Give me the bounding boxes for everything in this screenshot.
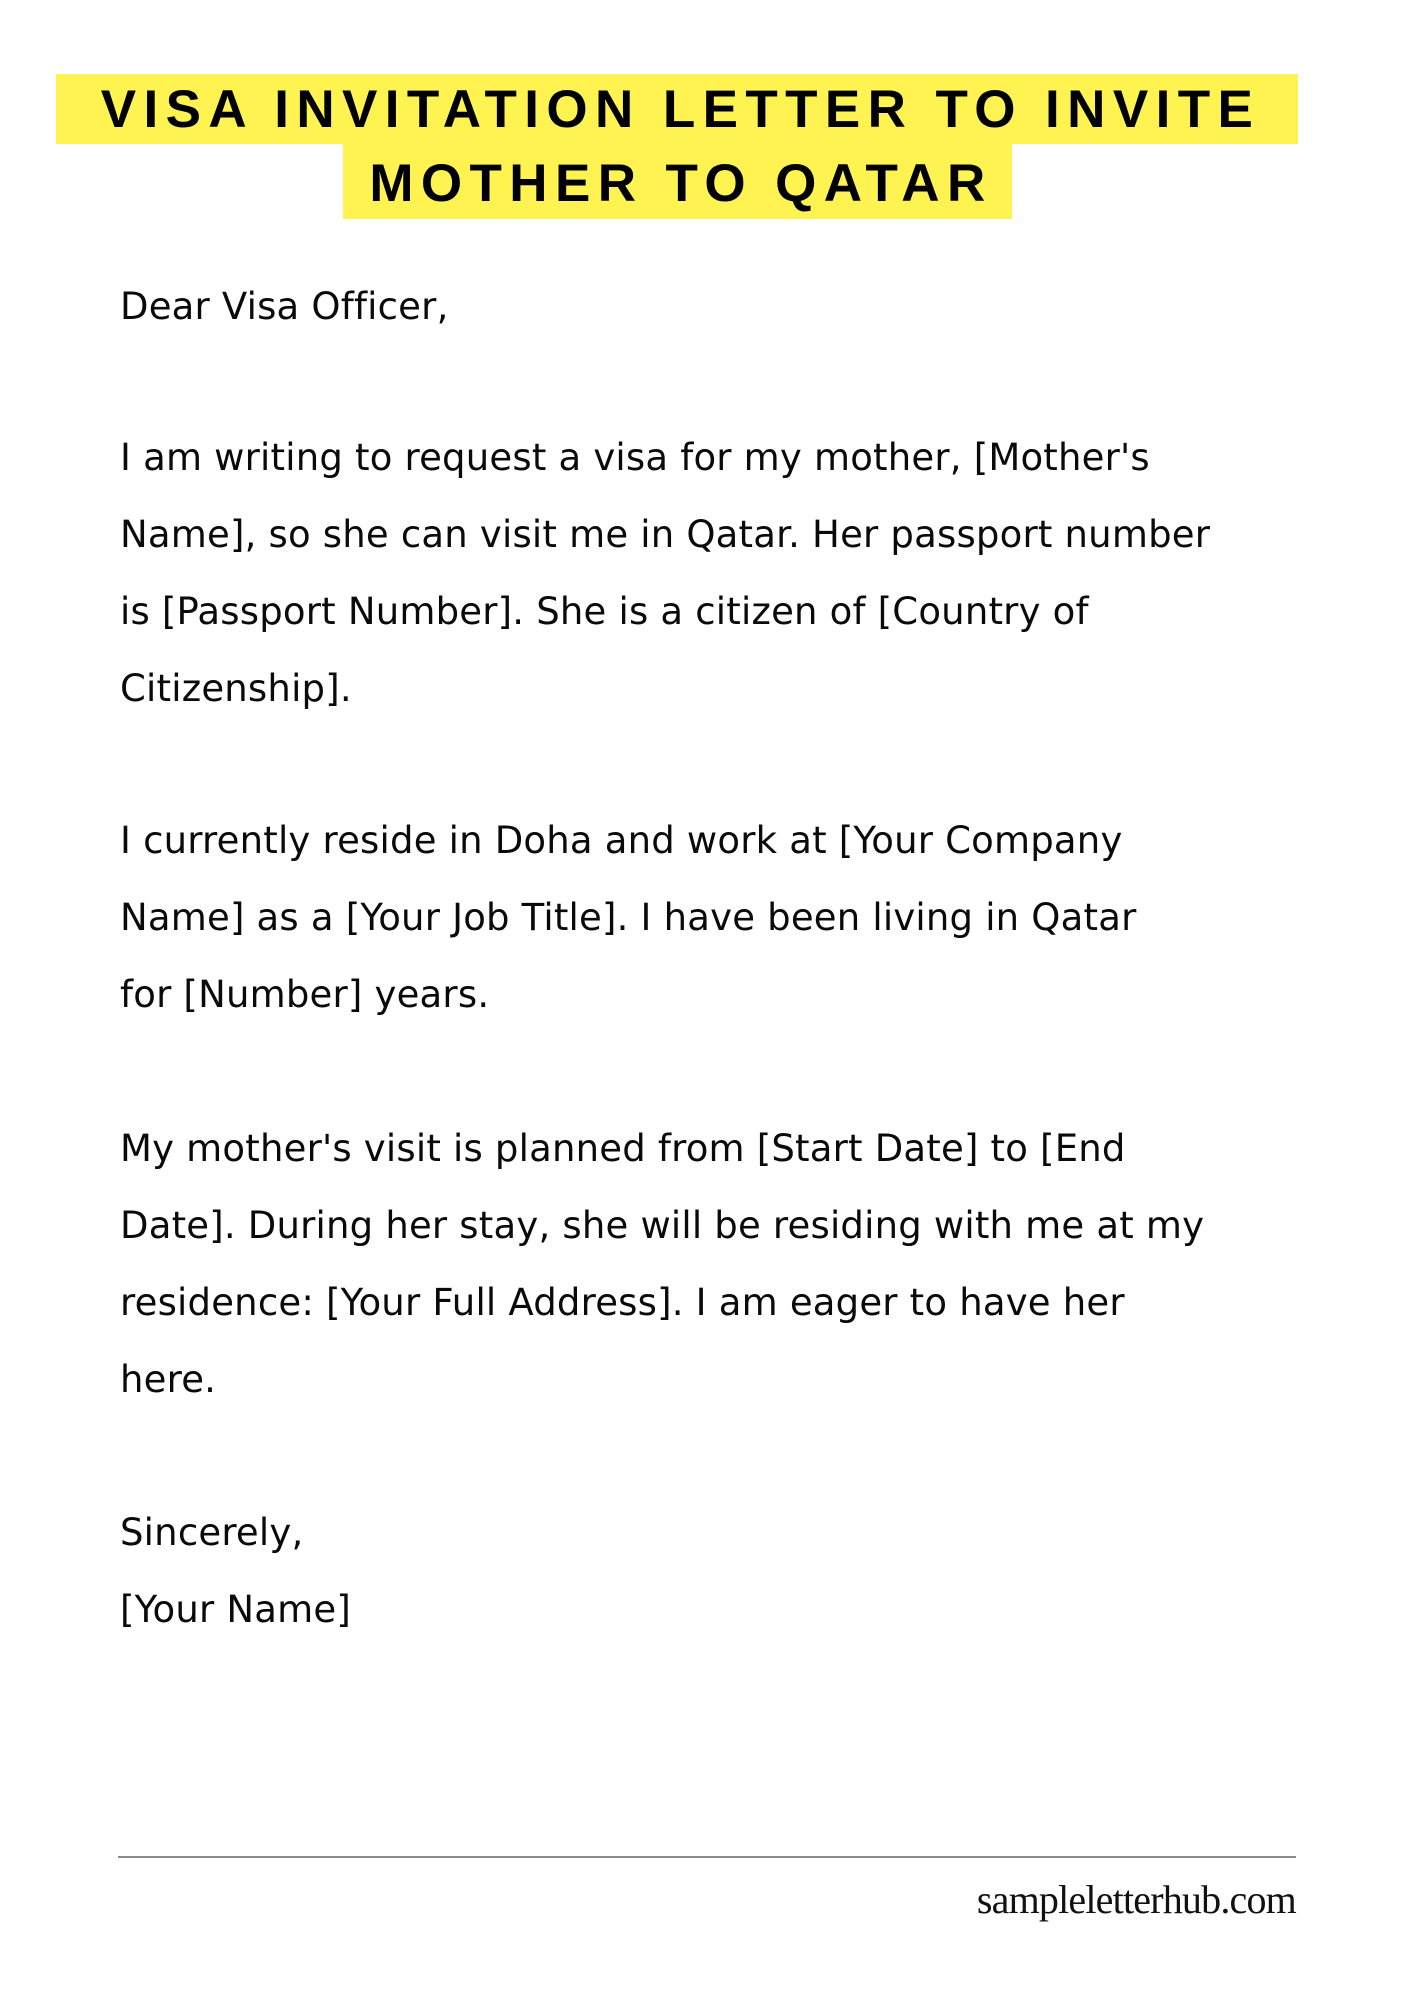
page-title-line-1: VISA INVITATION LETTER TO INVITE	[100, 79, 1261, 139]
paragraph-1-line-4: Citizenship].	[120, 667, 352, 710]
sign-off	[120, 1494, 1350, 1648]
paragraph-1-line-1: I am writing to request a visa for my mother, [Mother's	[120, 436, 1150, 479]
paragraph-1-line-3: is [Passport Number]. She is a citizen of [Country of	[120, 590, 1089, 633]
signature: [Your Name]	[120, 1588, 351, 1631]
paragraph-1-line-2: Name], so she can visit me in Qatar. Her passport number	[120, 513, 1211, 556]
salutation-text: Dear Visa Officer,	[120, 285, 449, 328]
paragraph-3	[120, 1110, 1350, 1418]
title-highlight-line-2	[343, 143, 1012, 219]
title-highlight-line-1	[56, 74, 1298, 144]
paragraph-2-line-3: for [Number] years.	[120, 973, 490, 1016]
paragraph-2-line-2: Name] as a [Your Job Title]. I have been living in Qatar	[120, 896, 1137, 939]
paragraph-3-line-1: My mother's visit is planned from [Start Date] to [End	[120, 1127, 1126, 1170]
footer-divider	[118, 1856, 1296, 1858]
paragraph-3-line-4: here.	[120, 1358, 217, 1401]
page-title-line-2: MOTHER TO QATAR	[369, 153, 993, 213]
paragraph-2-line-1: I currently reside in Doha and work at [Your Company	[120, 819, 1123, 862]
paragraph-2	[120, 802, 1350, 1033]
footer-website: sampleletterhub.com	[976, 1877, 1296, 1922]
paragraph-3-line-2: Date]. During her stay, she will be residing with me at my	[120, 1204, 1205, 1247]
salutation	[120, 268, 1350, 345]
closing: Sincerely,	[120, 1511, 304, 1554]
paragraph-1	[120, 419, 1350, 727]
paragraph-3-line-3: residence: [Your Full Address]. I am eager to have her	[120, 1281, 1125, 1324]
